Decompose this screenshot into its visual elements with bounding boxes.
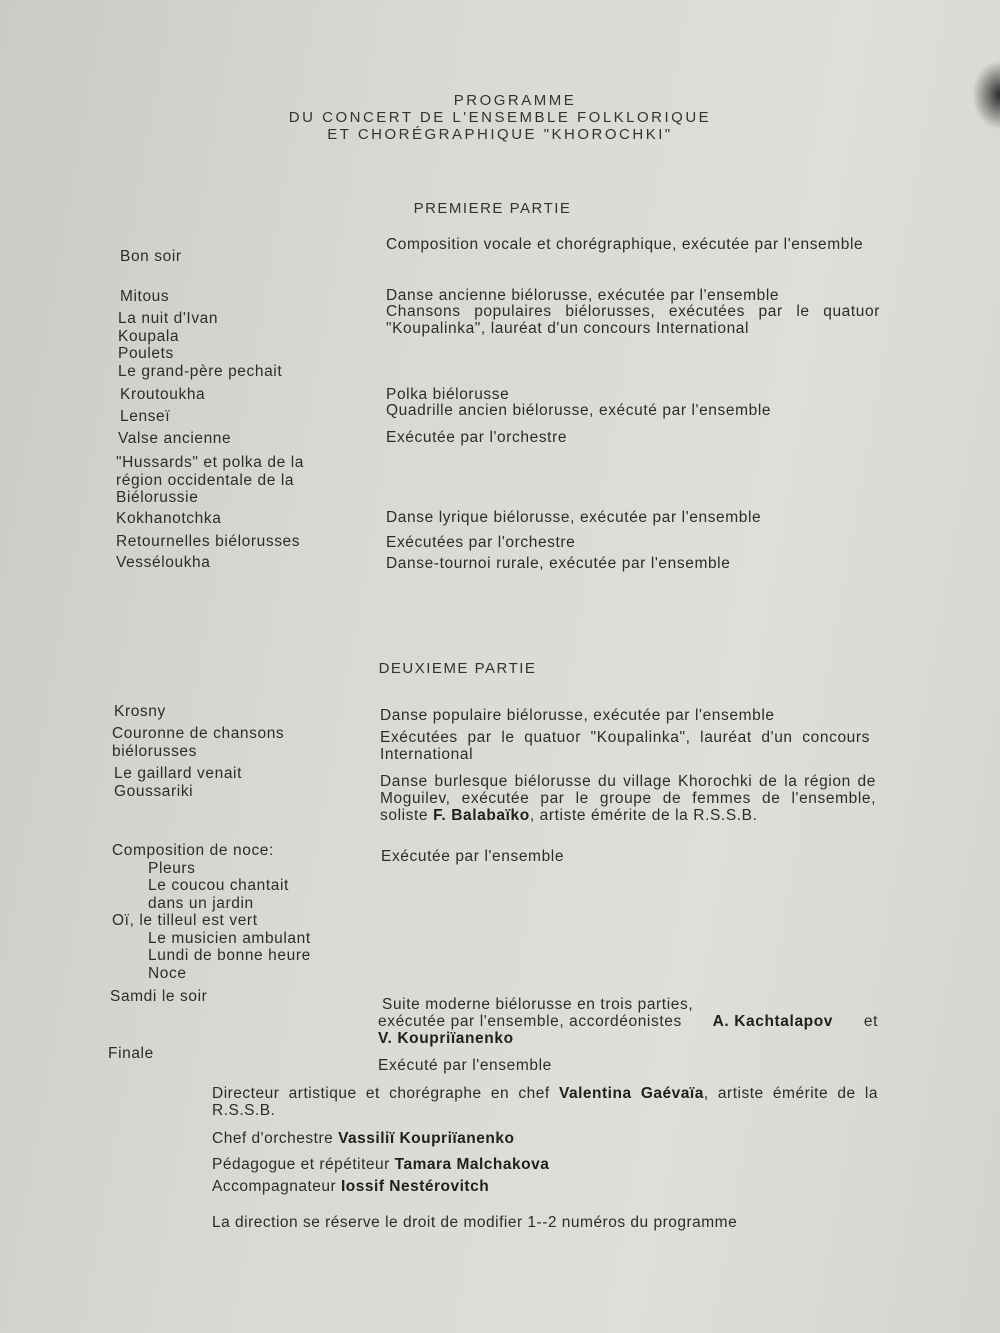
accompanist-role: Accompagnateur <box>212 1178 337 1195</box>
chef-role: Chef d'orchestre <box>212 1130 334 1147</box>
director-suffix: , artiste émérite de la R.S.S.B. <box>212 1085 878 1119</box>
part1-item-desc: Composition vocale et chorégraphique, exécutée par l'ensemble <box>386 236 864 253</box>
krosny-title: Krosny <box>114 703 166 720</box>
samdi-line-2-text: exécutée par l'ensemble, accordéonistes <box>378 1013 682 1030</box>
finale-desc: Exécuté par l'ensemble <box>378 1057 552 1074</box>
part1-item-title <box>116 533 300 551</box>
noce-item: dans un jardin <box>148 894 254 912</box>
part1-title <box>0 200 1000 217</box>
noce-item: Lundi de bonne heure <box>148 947 311 964</box>
part1-item-title <box>120 408 170 426</box>
part1-item-title <box>120 248 182 266</box>
part1-item-title <box>118 310 282 380</box>
part1-item-desc: Chansons populaires biélorusses, exécutées par le quatuor "Koupalinka", lauréat d'un concours International <box>386 303 880 337</box>
accompanist-name: Iossif Nestérovitch <box>341 1178 490 1195</box>
part1-item-title <box>116 510 221 528</box>
gaillard-desc <box>380 773 876 824</box>
noce-item: Noce <box>148 964 187 982</box>
part1-item-line: Retournelles biélorusses <box>116 533 301 550</box>
couronne-line: Couronne de chansons <box>112 725 285 742</box>
part1-item-title <box>116 554 211 572</box>
part1-item-desc: Exécutées par l'orchestre <box>386 534 576 551</box>
gaillard-line: Le gaillard venait <box>114 765 242 782</box>
gaillard-line: Goussariki <box>114 782 194 800</box>
credit-chef <box>212 1130 882 1147</box>
accordionist-1: A. Kachtalapov <box>712 1013 834 1030</box>
part1-item-title <box>116 454 304 507</box>
chef-name: Vassiliï Koupriïanenko <box>338 1130 515 1147</box>
part1-item-line: Kokhanotchka <box>116 510 222 527</box>
director-role: Directeur artistique et chorégraphe en chef <box>212 1085 550 1102</box>
part1-item-desc: Exécutée par l'orchestre <box>386 429 568 446</box>
part1-item-title <box>118 430 231 448</box>
part1-title-text: PREMIERE PARTIE <box>413 200 572 217</box>
samdi-title: Samdi le soir <box>110 988 208 1005</box>
programme-title <box>0 92 1000 143</box>
samdi-et: et <box>863 1013 878 1030</box>
credit-pedagogue <box>212 1156 882 1173</box>
gaillard-desc-tail: , artiste émérite de la R.S.S.B. <box>529 807 758 824</box>
samdi-line-1: Suite moderne biélorusse en trois parties, <box>382 996 694 1013</box>
gaillard-desc-text: Danse burlesque biélorusse du village Khorochki de la région de Moguilev, exécutée par le groupe de femmes de l'ensemble, soliste <box>380 773 876 824</box>
part1-item-title <box>120 288 169 306</box>
samdi-line-2 <box>378 1013 878 1030</box>
programme-note: La direction se réserve le droit de modifier 1--2 numéros du programme <box>212 1214 738 1231</box>
part1-item-line: région occidentale de la <box>116 471 295 489</box>
part1-item-line: Biélorussie <box>116 489 199 506</box>
accordionist-2: V. Koupriïanenko <box>378 1030 514 1047</box>
part1-item-line: Poulets <box>118 345 174 362</box>
couronne-desc: Exécutées par le quatuor "Koupalinka", lauréat d'un concours International <box>380 729 870 763</box>
part1-item-line: "Hussards" et polka de la <box>116 454 304 471</box>
pedagogue-name: Tamara Malchakova <box>394 1156 550 1173</box>
part1-item-line: Kroutoukha <box>120 386 206 403</box>
part1-item-desc: Danse lyrique biélorusse, exécutée par l'ensemble <box>386 509 762 526</box>
part1-item-line: Le grand-père pechait <box>118 362 283 380</box>
noce-item: Le coucou chantait <box>148 877 289 894</box>
part1-item-line: Mitous <box>120 288 170 305</box>
part1-item-line: La nuit d'Ivan <box>118 310 219 327</box>
title-line-1: PROGRAMME <box>453 92 577 109</box>
samdi-desc <box>378 996 878 1047</box>
part1-item-desc: Danse-tournoi rurale, exécutée par l'ensemble <box>386 555 731 572</box>
noce-head: Composition de noce: <box>112 842 274 859</box>
finale-title: Finale <box>108 1045 154 1062</box>
director-name: Valentina Gaévaïa <box>559 1085 704 1102</box>
title-line-3: ET CHORÉGRAPHIQUE "KHOROCHKI" <box>327 126 673 143</box>
noce-desc: Exécutée par l'ensemble <box>381 848 565 865</box>
noce-tilleul: Oï, le tilleul est vert <box>112 912 258 929</box>
part1-item-line: Koupala <box>118 327 180 345</box>
part1-item-line: Vesséloukha <box>116 554 211 571</box>
part2-title <box>0 660 1000 677</box>
part1-item-desc: Danse ancienne biélorusse, exécutée par l'ensemble <box>386 287 780 304</box>
part1-item-desc: Quadrille ancien biélorusse, exécuté par l'ensemble <box>386 402 772 419</box>
credit-director <box>212 1085 878 1119</box>
noce-item: Le musicien ambulant <box>148 929 311 947</box>
part2-title-text: DEUXIEME PARTIE <box>378 660 537 677</box>
part1-item-title <box>120 386 205 404</box>
soloist-name: F. Balabaïko <box>433 807 530 824</box>
noce-item: Pleurs <box>148 859 196 877</box>
part1-item-line: Bon soir <box>120 248 182 265</box>
noce-block <box>112 842 311 982</box>
title-line-2: DU CONCERT DE L'ENSEMBLE FOLKLORIQUE <box>288 109 712 126</box>
part1-item-desc: Polka biélorusse <box>386 386 510 403</box>
couronne-line: biélorusses <box>112 742 198 760</box>
part1-item-line: Lenseï <box>120 408 171 425</box>
credit-accompanist <box>212 1178 882 1195</box>
pedagogue-role: Pédagogue et répétiteur <box>212 1156 390 1173</box>
couronne-title <box>112 725 284 760</box>
krosny-desc: Danse populaire biélorusse, exécutée par l'ensemble <box>380 707 775 724</box>
gaillard-title <box>114 765 242 800</box>
part1-item-line: Valse ancienne <box>118 430 232 447</box>
